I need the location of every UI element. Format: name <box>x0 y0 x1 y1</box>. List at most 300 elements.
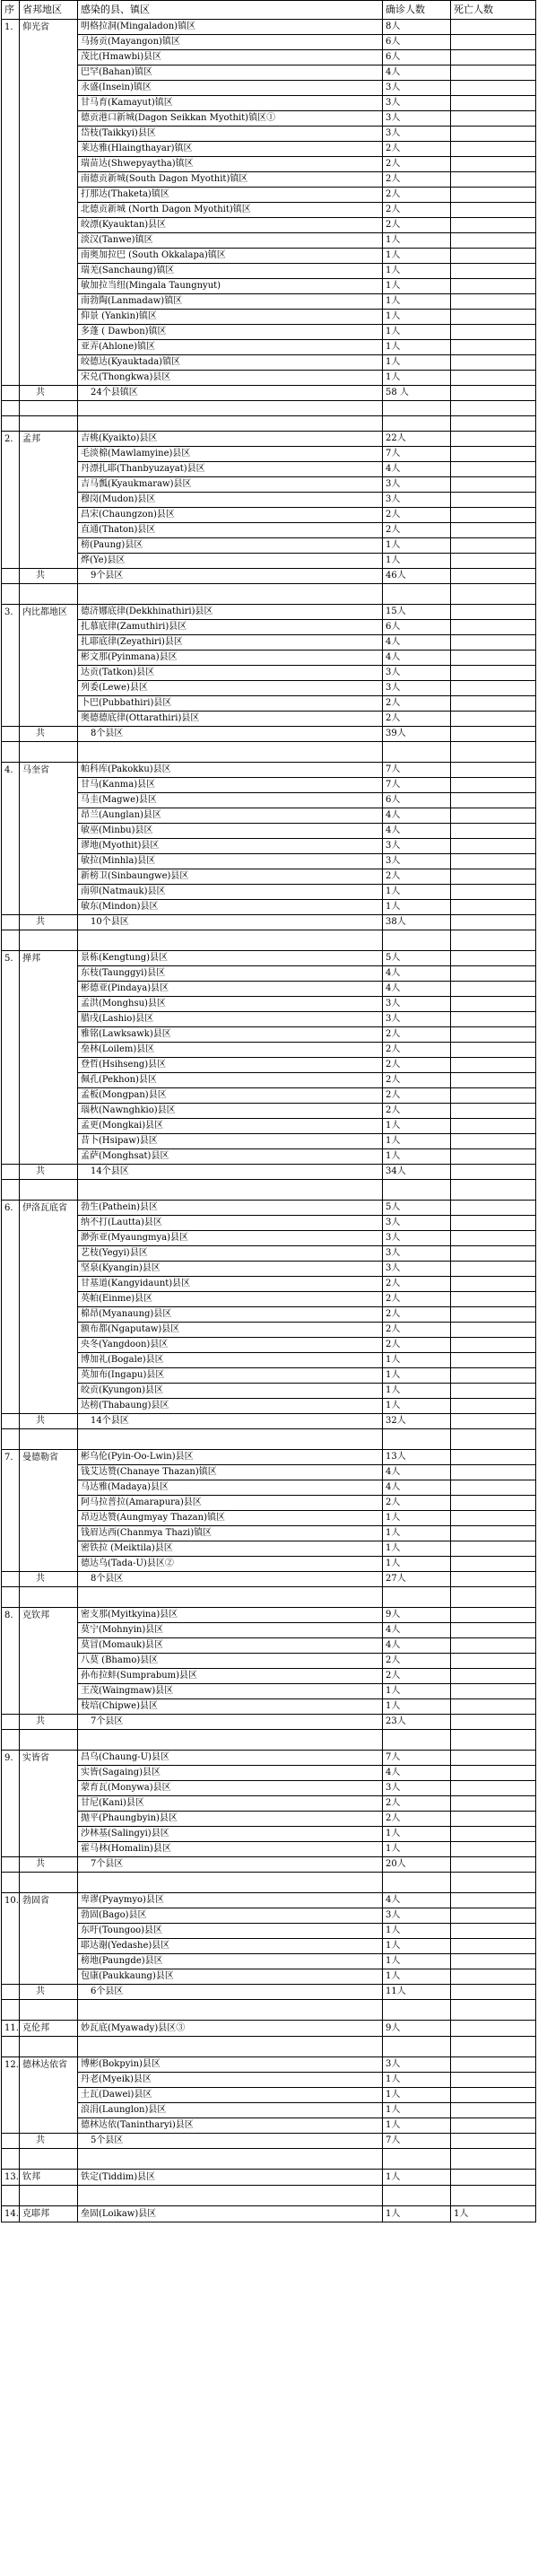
town-name: 谬地(Myothit)县区 <box>78 839 383 854</box>
town-name: 勃生(Pathein)县区 <box>78 1201 383 1216</box>
table-row <box>2 1073 536 1088</box>
town-name: 枝培(Chipwe)县区 <box>78 1699 383 1715</box>
total-town-count: 7个县区 <box>78 1715 383 1730</box>
case-count: 2人 <box>383 1088 451 1104</box>
death-count <box>451 808 536 824</box>
case-count: 1人 <box>383 2206 451 2222</box>
death-count <box>451 605 536 620</box>
table-row <box>2 340 536 355</box>
table-row <box>2 142 536 157</box>
death-count <box>451 1323 536 1338</box>
death-count <box>451 1119 536 1134</box>
table-row <box>2 951 536 966</box>
total-town-count: 14个县区 <box>78 1414 383 1429</box>
total-town-count: 8个县区 <box>78 727 383 742</box>
region-number: 1. <box>2 20 20 386</box>
table-row <box>2 763 536 778</box>
death-count <box>451 1216 536 1231</box>
town-name: 瑞羌(Sanchaung)镇区 <box>78 264 383 279</box>
town-name: 达贡(Tatkon)县区 <box>78 666 383 681</box>
town-name: 蒙育瓦(Monywa)县区 <box>78 1781 383 1796</box>
total-no-cell <box>2 1857 20 1873</box>
town-name: 孟洪(Monghsu)县区 <box>78 997 383 1012</box>
total-no-cell <box>2 569 20 584</box>
table-row <box>2 81 536 96</box>
town-name: 永盛(Insein)镇区 <box>78 81 383 96</box>
case-count: 4人 <box>383 966 451 982</box>
town-name: 帕科库(Pakokku)县区 <box>78 763 383 778</box>
table-row <box>2 1638 536 1654</box>
death-count <box>451 1384 536 1399</box>
total-case-count: 27人 <box>383 1572 451 1587</box>
total-label: 共 <box>20 727 78 742</box>
case-count: 3人 <box>383 666 451 681</box>
spacer-cell <box>78 1429 383 1450</box>
case-count: 1人 <box>383 1939 451 1954</box>
table-row <box>2 294 536 310</box>
case-count: 3人 <box>383 854 451 869</box>
region-number: 14. <box>2 2206 20 2222</box>
town-name: 莫冒(Momauk)县区 <box>78 1638 383 1654</box>
town-name: 八莫 (Bhamo)县区 <box>78 1654 383 1669</box>
case-count: 3人 <box>383 997 451 1012</box>
table-row <box>2 1231 536 1246</box>
death-count <box>451 218 536 233</box>
total-row <box>2 569 536 584</box>
spacer-cell <box>451 1873 536 1893</box>
case-count: 4人 <box>383 635 451 651</box>
case-count: 2人 <box>383 157 451 172</box>
case-count: 3人 <box>383 1012 451 1027</box>
region-name: 孟邦 <box>20 432 78 569</box>
death-count <box>451 1827 536 1842</box>
town-name: 德达乌(Tada-U)县区② <box>78 1557 383 1572</box>
case-count: 4人 <box>383 1623 451 1638</box>
table-row <box>2 1368 536 1384</box>
table-row <box>2 1893 536 1908</box>
town-name: 北德贡新城 (North Dagon Myothit)镇区 <box>78 203 383 218</box>
table-row <box>2 696 536 712</box>
town-name: 马圭(Magwe)县区 <box>78 793 383 808</box>
table-row <box>2 203 536 218</box>
death-count <box>451 982 536 997</box>
town-name: 南德贡新城(South Dagon Myothit)镇区 <box>78 172 383 188</box>
case-count: 2人 <box>383 188 451 203</box>
spacer-cell <box>78 2037 383 2057</box>
table-row <box>2 1496 536 1511</box>
spacer-cell <box>2 2149 20 2170</box>
table-row <box>2 1766 536 1781</box>
case-count: 4人 <box>383 1480 451 1496</box>
table-row <box>2 1541 536 1557</box>
town-name: 妙瓦底(Myawady)县区③ <box>78 2021 383 2037</box>
total-no-cell <box>2 915 20 930</box>
spacer-cell <box>20 930 78 951</box>
table-row <box>2 605 536 620</box>
town-name: 霍马林(Homalin)县区 <box>78 1842 383 1857</box>
death-count <box>451 172 536 188</box>
town-name: 甘马(Kanma)县区 <box>78 778 383 793</box>
case-count: 1人 <box>383 1353 451 1368</box>
case-count: 1人 <box>383 1384 451 1399</box>
death-count <box>451 2088 536 2103</box>
death-count <box>451 1699 536 1715</box>
death-count <box>451 1277 536 1292</box>
case-count: 1人 <box>383 279 451 294</box>
spacer-row <box>2 1429 536 1450</box>
death-count <box>451 1088 536 1104</box>
case-count: 1人 <box>383 538 451 554</box>
town-name: 南卯(Natmauk)县区 <box>78 885 383 900</box>
town-name: 穆岗(Mudon)县区 <box>78 493 383 508</box>
case-count: 1人 <box>383 1134 451 1149</box>
town-name: 吉桃(Kyaikto)县区 <box>78 432 383 447</box>
table-row <box>2 2170 536 2186</box>
town-name: 腊戌(Lashio)县区 <box>78 1012 383 1027</box>
spacer-cell <box>20 1429 78 1450</box>
table-row <box>2 1027 536 1043</box>
spacer-cell <box>383 1873 451 1893</box>
table-row <box>2 1149 536 1165</box>
death-count <box>451 1638 536 1654</box>
total-case-count: 7人 <box>383 2134 451 2149</box>
case-count: 1人 <box>383 264 451 279</box>
case-count: 1人 <box>383 325 451 340</box>
death-count <box>451 462 536 477</box>
table-row <box>2 371 536 386</box>
case-count: 1人 <box>383 1924 451 1939</box>
total-death-count <box>451 386 536 401</box>
death-count <box>451 1450 536 1465</box>
spacer-cell <box>451 584 536 605</box>
death-count <box>451 1924 536 1939</box>
table-row <box>2 1058 536 1073</box>
death-count <box>451 712 536 727</box>
case-count: 1人 <box>383 1541 451 1557</box>
table-row <box>2 1654 536 1669</box>
region-name: 勃固省 <box>20 1893 78 1985</box>
death-count <box>451 1969 536 1985</box>
table-row <box>2 1119 536 1134</box>
header-no: 序 <box>2 1 20 20</box>
spacer-cell <box>383 401 451 416</box>
spacer-cell <box>20 2037 78 2057</box>
case-count: 4人 <box>383 65 451 81</box>
town-name: 巴罕(Bahan)镇区 <box>78 65 383 81</box>
town-name: 耶达谢(Yedashe)县区 <box>78 1939 383 1954</box>
town-name: 打那达(Thaketa)镇区 <box>78 188 383 203</box>
spacer-cell <box>451 1180 536 1201</box>
table-row <box>2 1201 536 1216</box>
case-count: 1人 <box>383 1511 451 1526</box>
table-row <box>2 279 536 294</box>
death-count <box>451 35 536 50</box>
spacer-cell <box>2 742 20 763</box>
town-name: 额布都(Ngaputaw)县区 <box>78 1323 383 1338</box>
total-case-count: 32人 <box>383 1414 451 1429</box>
death-count <box>451 839 536 854</box>
spacer-cell <box>20 1587 78 1608</box>
town-name: 昂兰(Aunglan)县区 <box>78 808 383 824</box>
death-count <box>451 554 536 569</box>
total-no-cell <box>2 727 20 742</box>
table-row <box>2 325 536 340</box>
table-row <box>2 1088 536 1104</box>
case-count: 1人 <box>383 1684 451 1699</box>
table-row <box>2 249 536 264</box>
death-count <box>451 1073 536 1088</box>
table-row <box>2 462 536 477</box>
spacer-cell <box>2 1180 20 1201</box>
town-name: 密支那(Myitkyina)县区 <box>78 1608 383 1623</box>
total-label: 共 <box>20 2134 78 2149</box>
table-row <box>2 2206 536 2222</box>
town-name: 新榜卫(Sinbaungwe)县区 <box>78 869 383 885</box>
spacer-cell <box>383 1730 451 1751</box>
town-name: 扎慕底律(Zamuthiri)县区 <box>78 620 383 635</box>
total-row <box>2 1165 536 1180</box>
total-town-count: 10个县区 <box>78 915 383 930</box>
spacer-row <box>2 1180 536 1201</box>
total-label: 共 <box>20 915 78 930</box>
case-count: 1人 <box>383 2103 451 2118</box>
table-row <box>2 1954 536 1969</box>
table-row <box>2 620 536 635</box>
case-count: 1人 <box>383 1368 451 1384</box>
spacer-cell <box>2 1429 20 1450</box>
table-row <box>2 1216 536 1231</box>
spacer-cell <box>2 584 20 605</box>
death-count <box>451 310 536 325</box>
town-name: 亚弄(Ahlone)镇区 <box>78 340 383 355</box>
spacer-cell <box>2 2037 20 2057</box>
death-count <box>451 432 536 447</box>
case-count: 6人 <box>383 35 451 50</box>
spacer-cell <box>451 930 536 951</box>
spacer-cell <box>20 1180 78 1201</box>
spacer-row <box>2 2037 536 2057</box>
spacer-cell <box>451 401 536 416</box>
table-row <box>2 824 536 839</box>
table-row <box>2 1812 536 1827</box>
table-row <box>2 554 536 569</box>
spacer-cell <box>78 2000 383 2021</box>
case-count: 2人 <box>383 1796 451 1812</box>
spacer-row <box>2 930 536 951</box>
case-count: 4人 <box>383 1766 451 1781</box>
total-death-count <box>451 1715 536 1730</box>
spacer-row <box>2 2149 536 2170</box>
table-row <box>2 50 536 65</box>
case-count: 1人 <box>383 371 451 386</box>
town-name: 土瓦(Dawei)县区 <box>78 2088 383 2103</box>
spacer-cell <box>451 1429 536 1450</box>
case-count: 6人 <box>383 793 451 808</box>
town-name: 王茂(Waingmaw)县区 <box>78 1684 383 1699</box>
case-count: 1人 <box>383 900 451 915</box>
town-name: 彬德亚(Pindaya)县区 <box>78 982 383 997</box>
case-count: 2人 <box>383 869 451 885</box>
case-count: 2人 <box>383 1338 451 1353</box>
death-count <box>451 1751 536 1766</box>
death-count <box>451 233 536 249</box>
table-row <box>2 2088 536 2103</box>
table-row <box>2 264 536 279</box>
spacer-cell <box>383 2149 451 2170</box>
case-count: 3人 <box>383 681 451 696</box>
case-count: 6人 <box>383 50 451 65</box>
spacer-cell <box>383 742 451 763</box>
table-row <box>2 966 536 982</box>
table-row <box>2 1262 536 1277</box>
case-count: 1人 <box>383 2118 451 2134</box>
death-count <box>451 2057 536 2073</box>
spacer-cell <box>20 1873 78 1893</box>
death-count: 1人 <box>451 2206 536 2222</box>
case-count: 2人 <box>383 1043 451 1058</box>
death-count <box>451 1465 536 1480</box>
town-name: 达榜(Thabaung)县区 <box>78 1399 383 1414</box>
region-number: 6. <box>2 1201 20 1414</box>
region-name: 克耶邦 <box>20 2206 78 2222</box>
table-row <box>2 1939 536 1954</box>
case-count: 3人 <box>383 2057 451 2073</box>
total-no-cell <box>2 1715 20 1730</box>
case-count: 2人 <box>383 1654 451 1669</box>
total-row <box>2 1715 536 1730</box>
table-row <box>2 885 536 900</box>
table-row <box>2 1796 536 1812</box>
death-count <box>451 188 536 203</box>
total-death-count <box>451 2134 536 2149</box>
town-name: 榜(Paung)县区 <box>78 538 383 554</box>
table-row <box>2 1623 536 1638</box>
death-count <box>451 1669 536 1684</box>
header-province: 省邦地区 <box>20 1 78 20</box>
death-count <box>451 20 536 35</box>
total-label: 共 <box>20 1414 78 1429</box>
town-name: 烨(Ye)县区 <box>78 554 383 569</box>
table-row <box>2 2057 536 2073</box>
total-death-count <box>451 569 536 584</box>
death-count <box>451 447 536 462</box>
table-row <box>2 127 536 142</box>
region-number: 4. <box>2 763 20 915</box>
death-count <box>451 1012 536 1027</box>
table-row <box>2 1480 536 1496</box>
spacer-cell <box>78 1873 383 1893</box>
table-row <box>2 1292 536 1307</box>
death-count <box>451 778 536 793</box>
case-count: 8人 <box>383 20 451 35</box>
town-name: 佩孔(Pekhon)县区 <box>78 1073 383 1088</box>
table-row <box>2 233 536 249</box>
table-row <box>2 1684 536 1699</box>
case-count: 1人 <box>383 1399 451 1414</box>
total-row <box>2 1572 536 1587</box>
town-name: 吉马瓢(Kyaukmaraw)县区 <box>78 477 383 493</box>
case-count: 3人 <box>383 111 451 127</box>
case-count: 7人 <box>383 763 451 778</box>
town-name: 昌乌(Chaung-U)县区 <box>78 1751 383 1766</box>
total-case-count: 58 人 <box>383 386 451 401</box>
death-count <box>451 1557 536 1572</box>
spacer-cell <box>383 1587 451 1608</box>
case-count: 2人 <box>383 142 451 157</box>
death-count <box>451 249 536 264</box>
death-count <box>451 127 536 142</box>
death-count <box>451 793 536 808</box>
region-number: 8. <box>2 1608 20 1715</box>
spacer-cell <box>2 1587 20 1608</box>
spacer-cell <box>78 930 383 951</box>
region-name: 德林达依省 <box>20 2057 78 2134</box>
table-row <box>2 808 536 824</box>
region-number: 10. <box>2 1893 20 1985</box>
death-count <box>451 620 536 635</box>
case-count: 5人 <box>383 951 451 966</box>
region-name: 克钦邦 <box>20 1608 78 1715</box>
town-name: 东枝(Taunggyi)县区 <box>78 966 383 982</box>
table-row <box>2 1104 536 1119</box>
town-name: 敏巫(Minbu)县区 <box>78 824 383 839</box>
region-number: 9. <box>2 1751 20 1857</box>
spacer-row <box>2 2186 536 2206</box>
spacer-cell <box>383 584 451 605</box>
death-count <box>451 96 536 111</box>
case-count: 4人 <box>383 651 451 666</box>
spacer-cell <box>2 1873 20 1893</box>
death-count <box>451 50 536 65</box>
table-row <box>2 355 536 371</box>
spacer-cell <box>78 742 383 763</box>
total-no-cell <box>2 1572 20 1587</box>
case-count: 9人 <box>383 1608 451 1623</box>
table-row <box>2 982 536 997</box>
table-row <box>2 20 536 35</box>
death-count <box>451 142 536 157</box>
town-name: 毛淡棉(Mawlamyine)县区 <box>78 447 383 462</box>
town-name: 艺枝(Yegyi)县区 <box>78 1246 383 1262</box>
total-death-count <box>451 915 536 930</box>
case-count: 2人 <box>383 1058 451 1073</box>
town-name: 垒林(Loilem)县区 <box>78 1043 383 1058</box>
town-name: 马达雅(Madaya)县区 <box>78 1480 383 1496</box>
case-count: 7人 <box>383 1751 451 1766</box>
death-count <box>451 1246 536 1262</box>
town-name: 淡汉(Tanwe)镇区 <box>78 233 383 249</box>
total-death-count <box>451 727 536 742</box>
region-number: 3. <box>2 605 20 727</box>
case-count: 4人 <box>383 1638 451 1654</box>
spacer-cell <box>451 2186 536 2206</box>
table-row <box>2 35 536 50</box>
town-name: 坚泉(Kyangin)县区 <box>78 1262 383 1277</box>
table-row <box>2 1384 536 1399</box>
town-name: 敏拉(Minhla)县区 <box>78 854 383 869</box>
town-name: 丹漂扎耶(Thanbyuzayat)县区 <box>78 462 383 477</box>
death-count <box>451 203 536 218</box>
case-count: 3人 <box>383 1216 451 1231</box>
table-row <box>2 839 536 854</box>
case-count: 22人 <box>383 432 451 447</box>
spacer-cell <box>383 1429 451 1450</box>
total-town-count: 24个县镇区 <box>78 386 383 401</box>
spacer-cell <box>20 401 78 416</box>
case-count: 4人 <box>383 462 451 477</box>
case-count: 3人 <box>383 493 451 508</box>
case-count: 1人 <box>383 249 451 264</box>
